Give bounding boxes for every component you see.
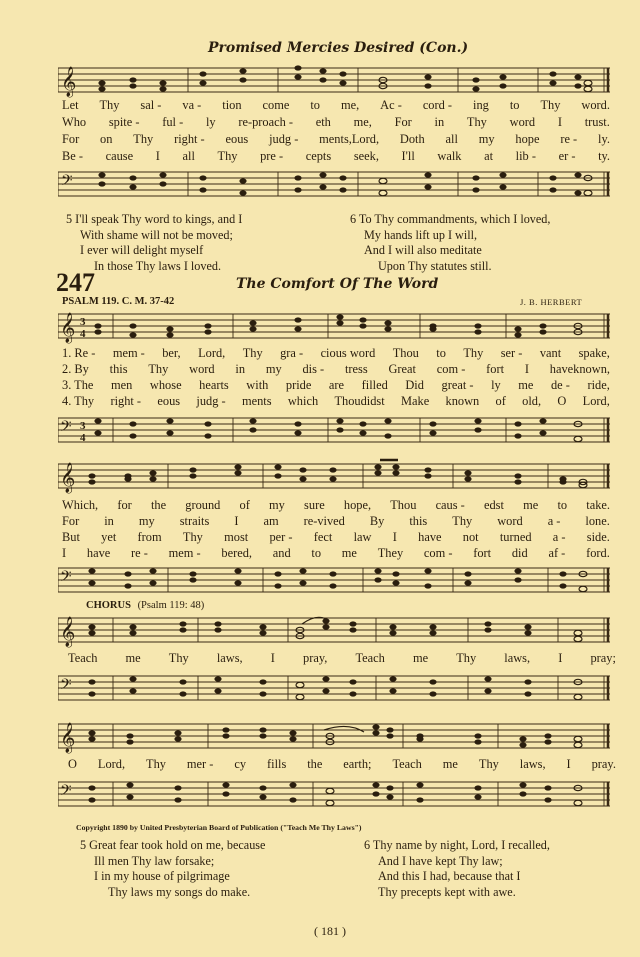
lyric-syllable: ride,: [587, 378, 610, 392]
lyric-syllable: seek,: [353, 149, 379, 163]
lyric-syllable: law: [353, 530, 372, 544]
lyric-syllable: lone.: [585, 514, 610, 528]
hymn-number: 247: [56, 268, 95, 297]
lyric-syllable: I: [234, 514, 239, 528]
lyric-syllable: to: [310, 98, 320, 112]
lyric-syllable: mer -: [186, 757, 214, 771]
lyric-syllable: trust.: [584, 115, 610, 129]
lyric-verse-2: [62, 362, 610, 377]
lyric-syllable: 1. Re -: [62, 346, 96, 360]
chorus1-treble-staff: [58, 612, 610, 648]
lyric-syllable: er -: [558, 149, 576, 163]
verse-line: And I have kept Thy law;: [378, 853, 503, 868]
verse-number: 6: [364, 838, 371, 852]
lyric-syllable: bered,: [221, 546, 253, 560]
lyric-syllable: fort: [486, 362, 505, 376]
lyric-syllable: laws,: [519, 757, 546, 771]
lyric-syllable: Lord,: [582, 394, 610, 408]
lyric-syllable: fort: [473, 546, 492, 560]
lyric-syllable: Thy: [478, 757, 499, 771]
lyric-syllable: cord -: [422, 98, 453, 112]
system1-bass-staff: [58, 412, 610, 448]
lyric-syllable: most: [224, 530, 249, 544]
lyric-verse-4: [62, 546, 610, 561]
verse-line: Great fear took hold on me, because: [89, 838, 266, 852]
lyric-syllable: eous: [157, 394, 181, 408]
lyric-syllable: va -: [182, 98, 202, 112]
lyric-syllable: earth;: [343, 757, 372, 771]
staff-lines: [58, 776, 610, 812]
lyric-syllable: sal -: [140, 98, 162, 112]
chorus2-treble-staff: [58, 718, 610, 754]
lyric-syllable: dis -: [302, 362, 325, 376]
svg-text:𝄢: 𝄢: [60, 568, 72, 588]
lyric-syllable: my: [478, 132, 495, 146]
svg-text:𝄞: 𝄞: [60, 617, 76, 646]
lyric-syllable: Thy: [466, 115, 487, 129]
lyric-syllable: me: [523, 498, 539, 512]
lyric-syllable: Who: [62, 115, 87, 129]
system2-treble-staff: [58, 458, 610, 494]
lyric-syllable: tress: [344, 362, 368, 376]
staff-lines: [58, 718, 610, 754]
lyric-syllable: Thy: [242, 346, 263, 360]
top-lyric-line-3: [62, 132, 610, 147]
lyric-syllable: They: [377, 546, 404, 560]
verse-5: [80, 838, 265, 900]
hymn-title: The Comfort Of The Word: [236, 276, 439, 292]
lyric-syllable: com -: [436, 362, 466, 376]
verse-number: 6: [350, 212, 357, 226]
lyric-syllable: pray,: [303, 651, 328, 665]
lyric-syllable: ly: [205, 115, 216, 129]
lyric-verse-3: [62, 530, 610, 545]
lyric-syllable: all: [182, 149, 195, 163]
lyric-syllable: edst: [483, 498, 504, 512]
lyric-syllable: mem -: [112, 346, 145, 360]
lyric-syllable: word: [497, 514, 523, 528]
lyric-syllable: re -: [560, 132, 578, 146]
verse-line: And I will also meditate: [364, 243, 482, 258]
lyric-syllable: I: [566, 757, 571, 771]
lyric-syllable: ser -: [500, 346, 523, 360]
lyric-syllable: my: [269, 498, 285, 512]
continued-hymn-title: Promised Mercies Desired (Con.): [208, 40, 469, 56]
chorus-lyric-line-1: [68, 651, 616, 666]
lyric-syllable: hearts: [199, 378, 229, 392]
lyric-syllable: Thy: [182, 530, 203, 544]
verse-line: In those Thy laws I loved.: [94, 258, 222, 273]
lyric-syllable: to: [311, 546, 322, 560]
lyric-syllable: 3. The: [62, 378, 94, 392]
lyric-syllable: ly: [491, 378, 501, 392]
lyric-syllable: yet: [101, 530, 117, 544]
lyric-syllable: I: [392, 530, 397, 544]
lyric-syllable: of: [239, 498, 250, 512]
verse-line: Upon Thy statutes still.: [378, 258, 492, 273]
lyric-syllable: did: [511, 546, 528, 560]
chorus-label: CHORUS: [86, 600, 131, 611]
lyric-syllable: the: [307, 757, 323, 771]
svg-text:𝄢: 𝄢: [61, 172, 73, 192]
staff-lines: [58, 62, 610, 98]
lyric-syllable: re -: [131, 546, 148, 560]
lyric-syllable: ly.: [598, 132, 610, 146]
lyric-syllable: cy: [234, 757, 247, 771]
svg-text:4: 4: [80, 432, 86, 444]
lyric-syllable: and: [272, 546, 291, 560]
lyric-syllable: with: [246, 378, 269, 392]
verse-line: And this I had, because that I: [378, 869, 521, 884]
lyric-verse-3: [62, 378, 610, 393]
lyric-syllable: I: [62, 546, 67, 560]
lyric-syllable: have: [418, 530, 442, 544]
lyric-syllable: ful -: [162, 115, 184, 129]
lyric-syllable: hope,: [343, 498, 372, 512]
lyric-syllable: a -: [547, 514, 561, 528]
lyric-syllable: vant: [539, 346, 562, 360]
lyric-syllable: 4. Thy: [62, 394, 95, 408]
lyric-syllable: I: [155, 149, 160, 163]
svg-text:𝄞: 𝄞: [60, 723, 76, 752]
lyric-syllable: side.: [586, 530, 610, 544]
lyric-syllable: me: [412, 651, 429, 665]
lyric-syllable: Teach: [68, 651, 98, 665]
lyric-syllable: me,: [353, 115, 372, 129]
verse-number: 5: [66, 212, 73, 226]
chorus-heading: [86, 600, 204, 611]
lyric-syllable: my: [138, 514, 155, 528]
lyric-syllable: right -: [110, 394, 142, 408]
chorus-reference: (Psalm 119: 48): [137, 600, 205, 611]
verse-line: Thy name by night, Lord, I recalled,: [372, 838, 550, 852]
lyric-syllable: com -: [423, 546, 453, 560]
svg-text:4: 4: [80, 328, 86, 340]
lyric-syllable: on: [100, 132, 113, 146]
lyric-syllable: spake,: [578, 346, 610, 360]
lyric-syllable: I: [557, 115, 562, 129]
lyric-syllable: Great: [388, 362, 416, 376]
lyric-syllable: eous: [225, 132, 249, 146]
staff-lines: [58, 670, 610, 706]
lyric-syllable: I'll: [401, 149, 415, 163]
lyric-syllable: lib -: [515, 149, 536, 163]
lyric-syllable: the: [150, 498, 167, 512]
lyric-syllable: whose: [149, 378, 182, 392]
lyric-syllable: Thy: [456, 651, 477, 665]
lyric-syllable: Thy: [540, 98, 561, 112]
lyric-syllable: Thy: [217, 149, 238, 163]
lyric-syllable: Lord,: [97, 757, 126, 771]
lyric-syllable: ments,Lord,: [319, 132, 380, 146]
staff-lines: [58, 308, 610, 344]
lyric-syllable: this: [109, 362, 128, 376]
lyric-syllable: re-proach -: [238, 115, 293, 129]
lyric-syllable: have: [86, 546, 111, 560]
lyric-syllable: pray.: [591, 757, 616, 771]
top-treble-staff: [58, 62, 610, 98]
lyric-syllable: to: [436, 346, 446, 360]
lyric-syllable: hope: [515, 132, 540, 146]
lyric-syllable: O: [68, 757, 77, 771]
lyric-syllable: to: [509, 98, 520, 112]
lyric-syllable: come: [262, 98, 290, 112]
lyric-syllable: For: [62, 132, 80, 146]
verse-line: My hands lift up I will,: [364, 227, 478, 242]
staff-lines: [58, 166, 610, 202]
chorus-lyric-line-2: [68, 757, 616, 772]
lyric-syllable: at: [484, 149, 494, 163]
lyric-syllable: not: [462, 530, 479, 544]
lyric-syllable: Thy: [452, 514, 473, 528]
lyric-syllable: walk: [437, 149, 462, 163]
svg-text:3: 3: [80, 316, 86, 328]
verse-line: Thy precepts kept with awe.: [378, 884, 516, 899]
lyric-syllable: in: [235, 362, 246, 376]
lyric-syllable: Thou: [390, 498, 417, 512]
lyric-syllable: in: [434, 115, 445, 129]
lyric-syllable: eth: [315, 115, 331, 129]
page-number: ( 181 ): [314, 924, 346, 938]
lyric-syllable: caus -: [435, 498, 465, 512]
verse-line: Thy laws my songs do make.: [108, 884, 251, 899]
lyric-syllable: right -: [174, 132, 205, 146]
lyric-syllable: ments: [241, 394, 272, 408]
lyric-syllable: are: [328, 378, 345, 392]
lyric-syllable: turned: [499, 530, 532, 544]
lyric-syllable: me: [341, 546, 357, 560]
top-lyric-line-2: [62, 115, 610, 130]
system2-bass-staff: [58, 562, 610, 598]
lyric-syllable: take.: [586, 498, 610, 512]
lyric-syllable: Let: [62, 98, 79, 112]
lyric-syllable: from: [137, 530, 162, 544]
lyric-syllable: haveknown,: [549, 362, 610, 376]
svg-text:𝄞: 𝄞: [60, 463, 76, 492]
staff-lines: [58, 458, 610, 494]
lyric-syllable: filled: [361, 378, 388, 392]
lyric-syllable: mem -: [168, 546, 201, 560]
lyric-syllable: judg -: [269, 132, 299, 146]
lyric-syllable: me: [442, 757, 458, 771]
top-verse-6: [350, 212, 550, 274]
lyric-syllable: Teach: [392, 757, 422, 771]
lyric-syllable: me: [125, 651, 141, 665]
lyric-syllable: O: [557, 394, 567, 408]
lyric-syllable: all: [445, 132, 458, 146]
lyric-syllable: word: [189, 362, 215, 376]
lyric-syllable: Make: [401, 394, 430, 408]
meter-label: PSALM 119. C. M. 37-42: [62, 296, 175, 307]
lyric-syllable: great -: [441, 378, 474, 392]
lyric-syllable: I: [558, 651, 563, 665]
lyric-syllable: cious word: [320, 346, 376, 360]
copyright-notice: Copyright 1890 by United Presbyterian Board of Publication ("Teach Me Thy Laws"): [76, 823, 362, 832]
lyric-syllable: men: [111, 378, 133, 392]
lyric-syllable: Thoudidst: [334, 394, 385, 408]
lyric-syllable: old,: [522, 394, 542, 408]
verse-line: Ill men Thy law forsake;: [94, 853, 215, 868]
lyric-syllable: For: [62, 514, 80, 528]
system1-treble-staff: [58, 308, 610, 344]
chorus1-bass-staff: [58, 670, 610, 706]
lyric-syllable: fect: [313, 530, 333, 544]
lyric-syllable: to: [557, 498, 568, 512]
lyric-syllable: Teach: [355, 651, 385, 665]
lyric-syllable: pre -: [260, 149, 284, 163]
lyric-syllable: de -: [550, 378, 570, 392]
lyric-syllable: gra -: [280, 346, 304, 360]
lyric-syllable: pray;: [590, 651, 616, 665]
verse-line: With shame will not be moved;: [80, 227, 233, 242]
lyric-verse-2: [62, 514, 610, 529]
lyric-syllable: Thy: [463, 346, 484, 360]
lyric-syllable: Thy: [133, 132, 154, 146]
lyric-syllable: me: [518, 378, 534, 392]
lyric-syllable: Which,: [62, 498, 99, 512]
lyric-syllable: spite -: [108, 115, 140, 129]
lyric-syllable: judg -: [196, 394, 226, 408]
lyric-syllable: known: [445, 394, 480, 408]
staff-lines: [58, 412, 610, 448]
lyric-syllable: ground: [185, 498, 221, 512]
lyric-syllable: 2. By: [62, 362, 89, 376]
lyric-syllable: By: [369, 514, 385, 528]
lyric-verse-4: [62, 394, 610, 409]
lyric-syllable: Be -: [62, 149, 83, 163]
lyric-syllable: word.: [581, 98, 610, 112]
verse-number: 5: [80, 838, 87, 852]
staff-lines: [58, 612, 610, 648]
lyric-syllable: laws,: [504, 651, 531, 665]
lyric-syllable: af -: [548, 546, 566, 560]
lyric-syllable: for: [117, 498, 132, 512]
top-verse-5: [66, 212, 242, 274]
svg-text:𝄞: 𝄞: [61, 67, 77, 96]
lyric-syllable: ing: [473, 98, 489, 112]
chorus2-bass-staff: [58, 776, 610, 812]
lyric-syllable: cepts: [305, 149, 332, 163]
lyric-syllable: But: [62, 530, 80, 544]
svg-text:3: 3: [80, 420, 86, 432]
lyric-syllable: am: [263, 514, 279, 528]
lyric-syllable: Doth: [399, 132, 425, 146]
top-lyric-line-4: [62, 149, 610, 164]
lyric-syllable: cause: [105, 149, 134, 163]
lyric-syllable: straits: [179, 514, 210, 528]
lyric-syllable: my: [265, 362, 282, 376]
svg-text:𝄢: 𝄢: [60, 782, 72, 802]
lyric-syllable: of: [495, 394, 506, 408]
verse-line: I ever will delight myself: [80, 243, 204, 258]
lyric-syllable: Ac -: [380, 98, 402, 112]
lyric-syllable: sure: [304, 498, 325, 512]
lyric-syllable: Thy: [99, 98, 120, 112]
svg-text:𝄞: 𝄞: [60, 313, 76, 342]
lyric-syllable: this: [409, 514, 428, 528]
verse-line: I in my house of pilgrimage: [94, 869, 230, 884]
lyric-syllable: a -: [552, 530, 566, 544]
lyric-syllable: re-vived: [303, 514, 345, 528]
lyric-syllable: me,: [340, 98, 360, 112]
lyric-syllable: word: [509, 115, 536, 129]
lyric-syllable: I: [270, 651, 275, 665]
staff-lines: [58, 562, 610, 598]
svg-text:𝄢: 𝄢: [60, 418, 72, 438]
svg-text:𝄢: 𝄢: [60, 676, 72, 696]
lyric-syllable: Thy: [148, 362, 169, 376]
lyric-syllable: For: [394, 115, 412, 129]
lyric-syllable: ty.: [598, 149, 610, 163]
lyric-syllable: fills: [267, 757, 287, 771]
lyric-syllable: I: [524, 362, 529, 376]
lyric-verse-1: [62, 346, 610, 361]
lyric-syllable: ford.: [586, 546, 610, 560]
lyric-syllable: Thy: [146, 757, 166, 771]
lyric-syllable: tion: [222, 98, 242, 112]
verse-line: I'll speak Thy word to kings, and I: [75, 212, 243, 226]
lyric-syllable: ber,: [162, 346, 181, 360]
lyric-syllable: laws,: [216, 651, 243, 665]
lyric-syllable: pride: [285, 378, 312, 392]
top-lyric-line-1: [62, 98, 610, 113]
verse-6: [364, 838, 550, 900]
lyric-syllable: in: [104, 514, 114, 528]
lyric-syllable: Thy: [168, 651, 189, 665]
verse-line: To Thy commandments, which I loved,: [358, 212, 551, 226]
lyric-syllable: Thou: [392, 346, 419, 360]
lyric-syllable: Lord,: [198, 346, 226, 360]
lyric-syllable: per -: [269, 530, 293, 544]
composer-credit: J. B. HERBERT: [520, 297, 583, 307]
top-bass-staff: [58, 166, 610, 202]
lyric-syllable: Did: [405, 378, 424, 392]
lyric-verse-1: [62, 498, 610, 513]
lyric-syllable: which: [287, 394, 319, 408]
